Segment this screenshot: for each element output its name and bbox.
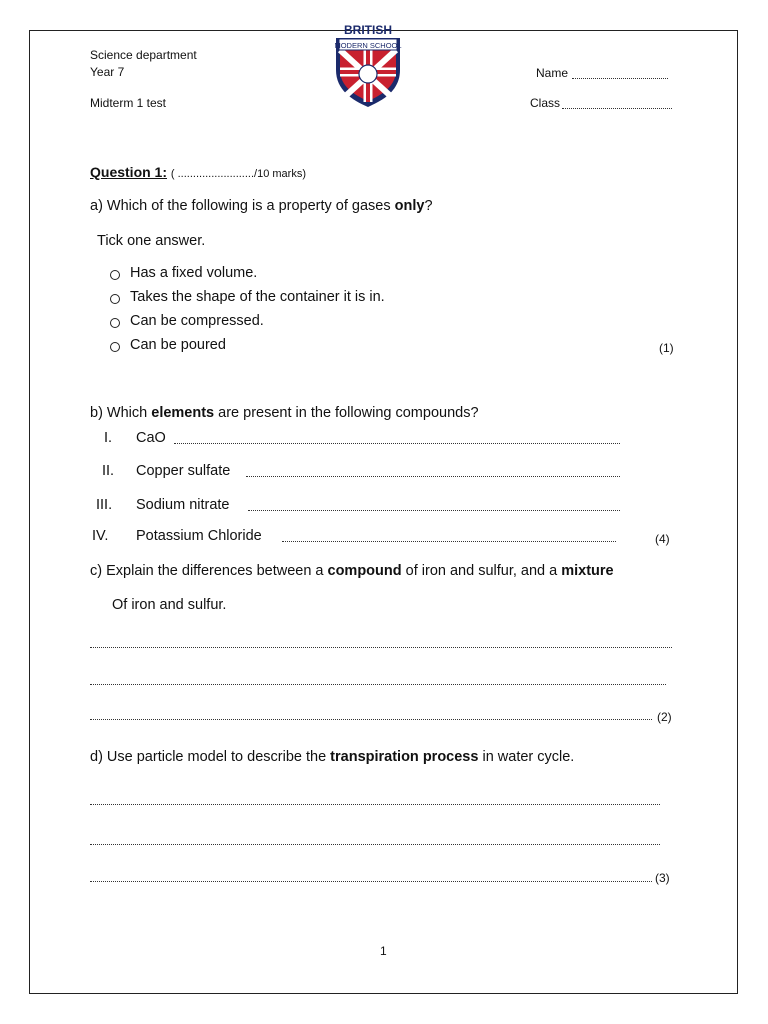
option-label-3: Can be compressed. <box>130 313 264 329</box>
answer-line-b4[interactable] <box>282 541 616 542</box>
part-b-marks: (4) <box>655 532 670 546</box>
answer-line-d2[interactable] <box>90 844 660 845</box>
department-label: Science department <box>90 48 197 62</box>
part-a-instruction: Tick one answer. <box>97 233 206 249</box>
question-score: ( ........................./10 marks) <box>170 168 306 180</box>
option-radio-4[interactable] <box>110 342 120 352</box>
page-number: 1 <box>380 944 387 958</box>
answer-line-c3[interactable] <box>90 719 652 720</box>
compound-number-3: III. <box>96 497 113 513</box>
answer-line-c2[interactable] <box>90 684 666 685</box>
compound-number-1: I. <box>104 430 113 446</box>
option-radio-2[interactable] <box>110 294 120 304</box>
question-heading <box>90 164 306 180</box>
compound-number-4: IV. <box>92 528 109 544</box>
part-b-question: b) Which elements are present in the following compounds? <box>90 405 479 421</box>
class-field[interactable] <box>562 108 672 109</box>
part-a-question: a) Which of the following is a property of gases only? <box>90 198 433 214</box>
option-radio-1[interactable] <box>110 270 120 280</box>
answer-line-b3[interactable] <box>248 510 620 511</box>
school-logo <box>330 22 406 108</box>
answer-line-c1[interactable] <box>90 647 672 648</box>
part-d-marks: (3) <box>655 871 670 885</box>
part-c-marks: (2) <box>657 710 672 724</box>
name-label: Name <box>536 66 569 80</box>
year-label: Year 7 <box>90 65 125 79</box>
part-c-question: c) Explain the differences between a compound of iron and sulfur, and a mixture <box>90 563 614 579</box>
option-radio-3[interactable] <box>110 318 120 328</box>
answer-line-d3[interactable] <box>90 881 652 882</box>
svg-text:BRITISH: BRITISH <box>344 23 392 37</box>
option-label-4: Can be poured <box>130 337 226 353</box>
class-label: Class <box>530 96 561 110</box>
option-label-2: Takes the shape of the container it is in. <box>130 289 385 305</box>
compound-name-2: Copper sulfate <box>136 463 231 479</box>
compound-name-3: Sodium nitrate <box>136 497 230 513</box>
part-c-question-line2: Of iron and sulfur. <box>112 597 227 613</box>
answer-line-b2[interactable] <box>246 476 620 477</box>
svg-text:MODERN SCHOOL: MODERN SCHOOL <box>334 41 402 50</box>
part-a-marks: (1) <box>659 341 674 355</box>
answer-line-b1[interactable] <box>174 443 620 444</box>
name-field[interactable] <box>572 78 668 79</box>
compound-name-4: Potassium Chloride <box>136 528 262 544</box>
option-label-1: Has a fixed volume. <box>130 265 258 281</box>
test-title: Midterm 1 test <box>90 96 167 110</box>
compound-number-2: II. <box>102 463 115 479</box>
part-d-question: d) Use particle model to describe the transpiration process in water cycle. <box>90 749 575 765</box>
answer-line-d1[interactable] <box>90 804 660 805</box>
compound-name-1: CaO <box>136 430 166 446</box>
question-title: Question 1: <box>90 164 168 180</box>
